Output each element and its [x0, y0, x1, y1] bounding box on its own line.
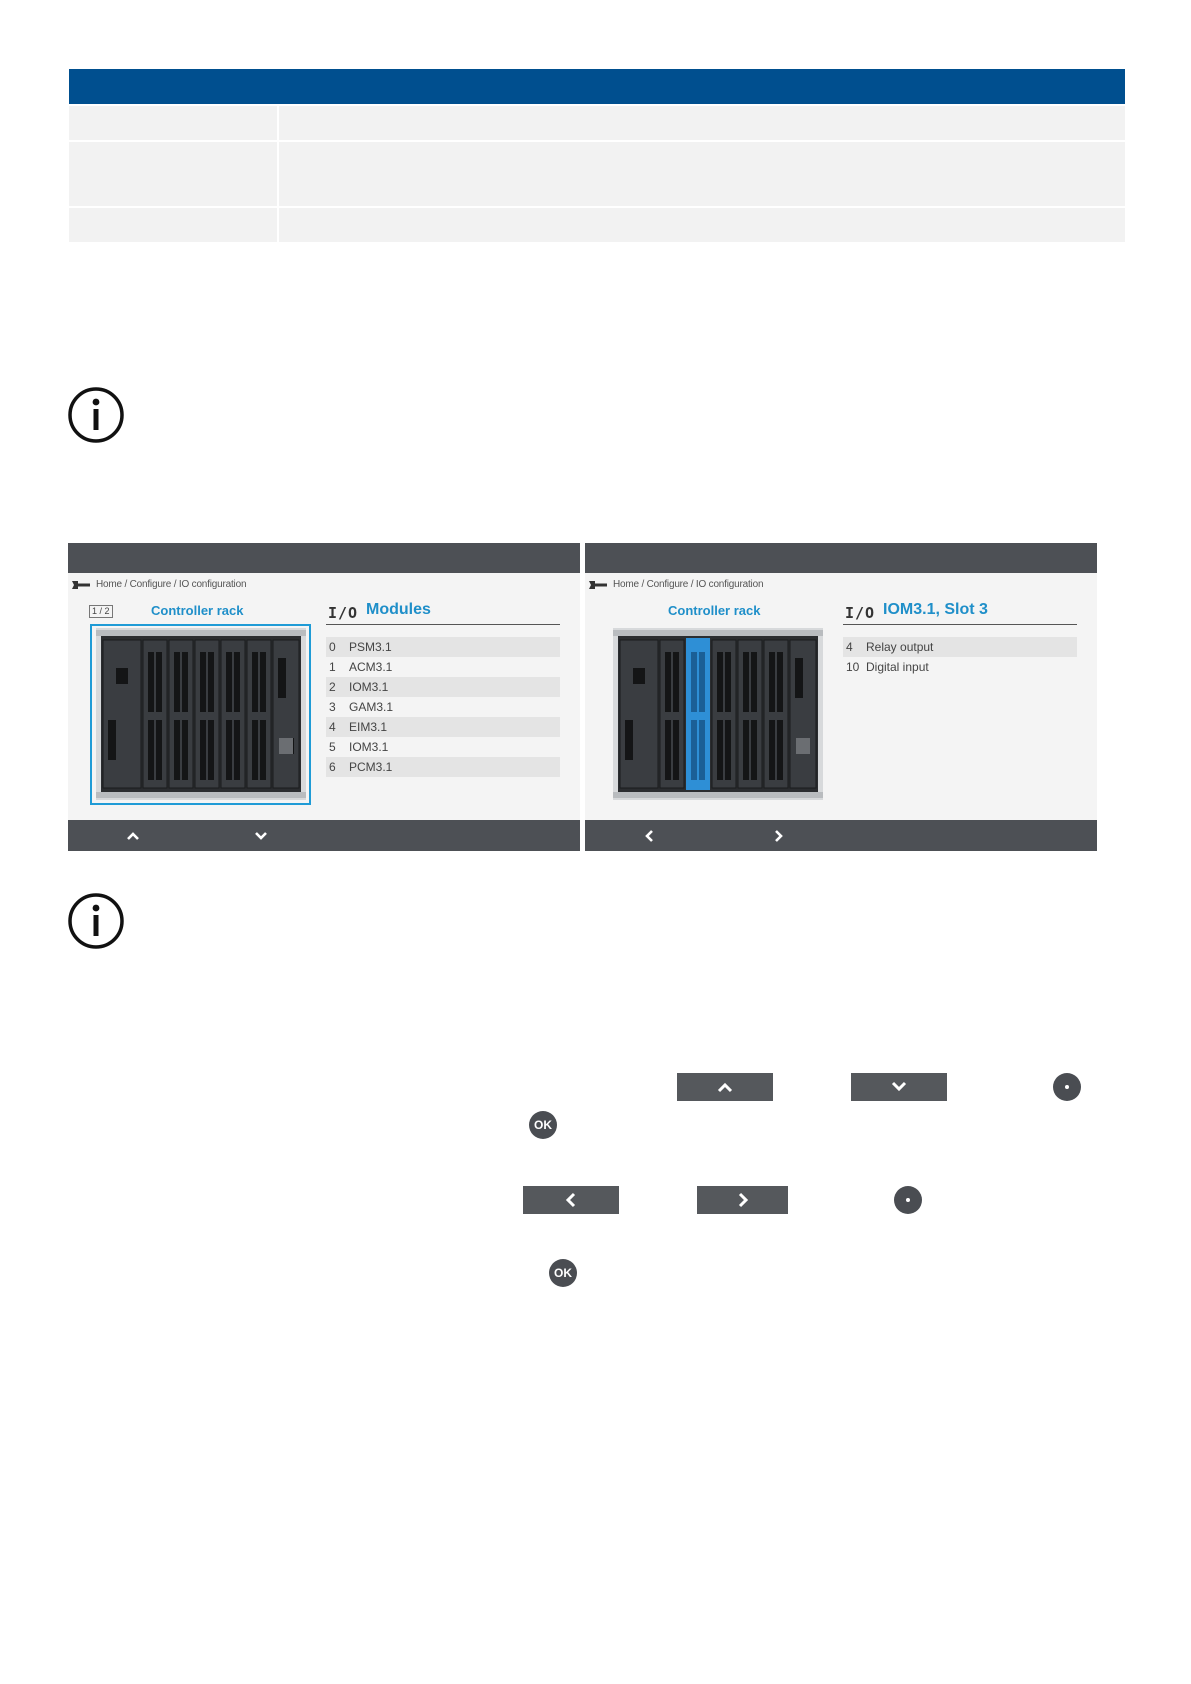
parameter-table: [69, 69, 1125, 242]
chevron-up-icon[interactable]: [126, 829, 140, 843]
list-item[interactable]: 4 EIM3.1: [326, 717, 560, 737]
module-list: [326, 637, 560, 777]
table-row: [69, 206, 1125, 242]
breadcrumb: Home / Configure / IO configuration: [613, 579, 764, 590]
screen-top-bar: [68, 543, 580, 573]
list-item[interactable]: 5 IOM3.1: [329, 740, 389, 754]
wrench-icon: [72, 581, 90, 589]
chevron-right-icon[interactable]: [771, 829, 785, 843]
chevron-right-icon: [737, 1192, 749, 1208]
list-title: Modules: [366, 601, 431, 618]
screen-bottom-bar: [585, 820, 1097, 851]
list-item[interactable]: 6 PCM3.1: [326, 757, 560, 777]
rack-title: Controller rack: [151, 603, 244, 618]
list-item[interactable]: 1 ACM3.1: [329, 660, 393, 674]
screen-modules: [68, 543, 580, 851]
info-icon: [68, 387, 124, 443]
down-button[interactable]: [851, 1073, 947, 1101]
list-item[interactable]: 10 Digital input: [846, 660, 929, 674]
chevron-down-icon: [891, 1081, 907, 1093]
list-item[interactable]: 2 IOM3.1: [326, 677, 560, 697]
page-indicator: 1 / 2: [89, 605, 113, 618]
ok-button[interactable]: OK: [529, 1111, 557, 1139]
left-button[interactable]: [523, 1186, 619, 1214]
io-icon: I/O: [845, 604, 876, 622]
screen-bottom-bar: [68, 820, 580, 851]
controller-rack-image: [613, 628, 823, 800]
rotary-knob-icon[interactable]: [1053, 1073, 1081, 1101]
wrench-icon: [589, 581, 607, 589]
screen-top-bar: [585, 543, 1097, 573]
io-list: [843, 637, 1077, 677]
rack-title: Controller rack: [668, 603, 761, 618]
screen-module-detail: [585, 543, 1097, 851]
list-item[interactable]: 0 PSM3.1: [326, 637, 560, 657]
info-icon: [68, 893, 124, 949]
chevron-left-icon: [565, 1192, 577, 1208]
chevron-down-icon[interactable]: [254, 829, 268, 843]
table-row: [69, 140, 1125, 206]
list-item[interactable]: 4 Relay output: [843, 637, 1077, 657]
table-header: [69, 69, 1125, 104]
breadcrumb: Home / Configure / IO configuration: [96, 579, 247, 590]
chevron-left-icon[interactable]: [643, 829, 657, 843]
rotary-knob-icon[interactable]: [894, 1186, 922, 1214]
ok-button[interactable]: OK: [549, 1259, 577, 1287]
chevron-up-icon: [717, 1081, 733, 1093]
controller-rack-image: [96, 628, 306, 800]
io-icon: I/O: [328, 604, 359, 622]
list-item[interactable]: 3 GAM3.1: [329, 700, 394, 714]
table-row: [69, 104, 1125, 140]
right-button[interactable]: [697, 1186, 788, 1214]
up-button[interactable]: [677, 1073, 773, 1101]
list-title: IOM3.1, Slot 3: [883, 601, 988, 618]
